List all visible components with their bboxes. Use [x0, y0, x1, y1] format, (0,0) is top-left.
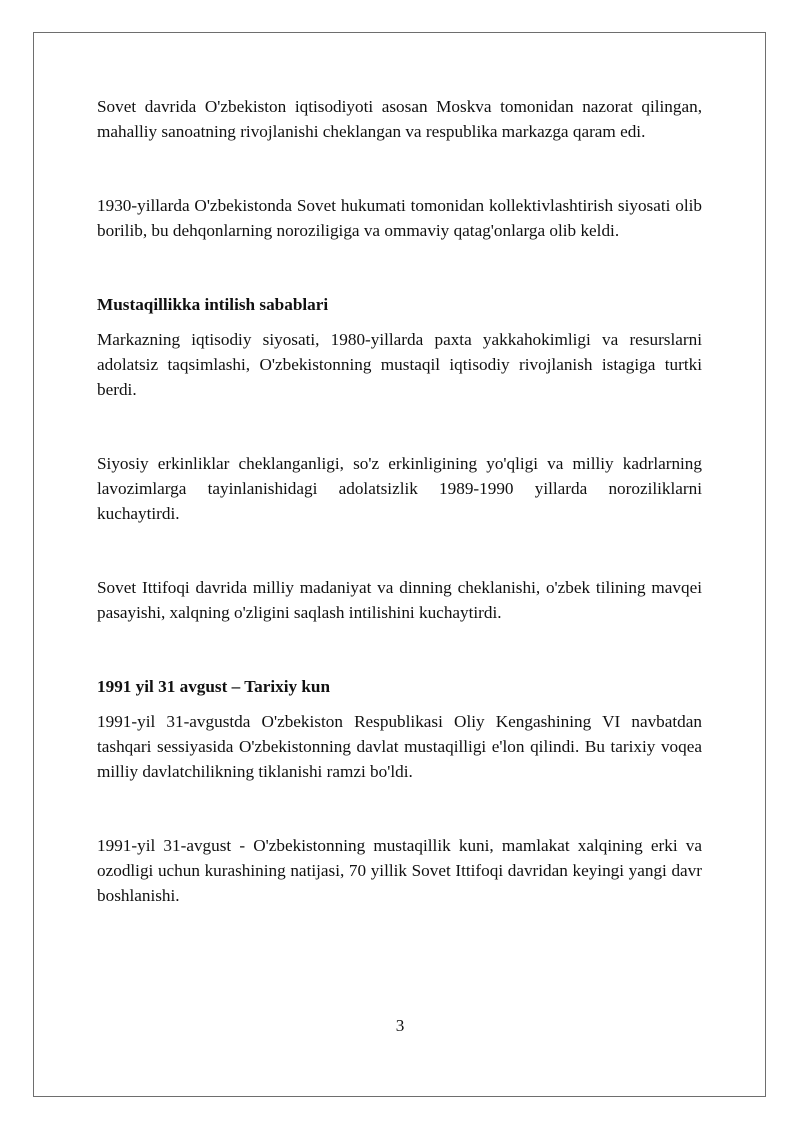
paragraph-independence-day: 1991-yil 31-avgust - O'zbekistonning mustaqillik kuni, mamlakat xalqining erki va ozodligi uchun kurashining natijasi, 70 yillik Sovet Ittifoqi davridan keyingi yangi davr boshlanishi.	[97, 836, 702, 905]
paragraph-culture-religion: Sovet Ittifoqi davrida milliy madaniyat va dinning cheklanishi, o'zbek tilining mavqei pasayishi, xalqning o'zligini saqlash intilishini kuchaytirdi.	[97, 578, 702, 622]
paragraph-soviet-economy: Sovet davrida O'zbekiston iqtisodiyoti asosan Moskva tomonidan nazorat qilingan, mahalliy sanoatning rivojlanishi cheklangan va respublika markazga qaram edi.	[97, 97, 702, 141]
heading-independence-reasons: Mustaqillikka intilish sabablari	[97, 295, 329, 314]
page-number: 3	[395, 1016, 405, 1035]
heading-historic-day: 1991 yil 31 avgust – Tarixiy kun	[97, 677, 331, 696]
document-body	[97, 94, 702, 908]
paragraph-collectivization: 1930-yillarda O'zbekistonda Sovet hukumati tomonidan kollektivlashtirish siyosati olib borilib, bu dehqonlarning noroziligiga va ommaviy qatag'onlarga olib keldi.	[97, 196, 702, 240]
paragraph-declaration: 1991-yil 31-avgustda O'zbekiston Respublikasi Oliy Kengashining VI navbatdan tashqari sessiyasida O'zbekistonning davlat mustaqilligi e'lon qilindi. Bu tarixiy voqea milliy davlatchilikning tiklanishi ramzi bo'ldi.	[97, 712, 702, 781]
paragraph-economic-policy: Markazning iqtisodiy siyosati, 1980-yillarda paxta yakkahokimligi va resurslarni adolatsiz taqsimlashi, O'zbekistonning mustaqil iqtisodiy rivojlanish istagiga turtki berdi.	[97, 330, 702, 399]
paragraph-political-freedoms: Siyosiy erkinliklar cheklanganligi, so'z erkinligining yo'qligi va milliy kadrlarning lavozimlarga tayinlanishidagi adolatsizlik 1989-1990 yillarda noroziliklarni kuchaytirdi.	[97, 454, 702, 523]
